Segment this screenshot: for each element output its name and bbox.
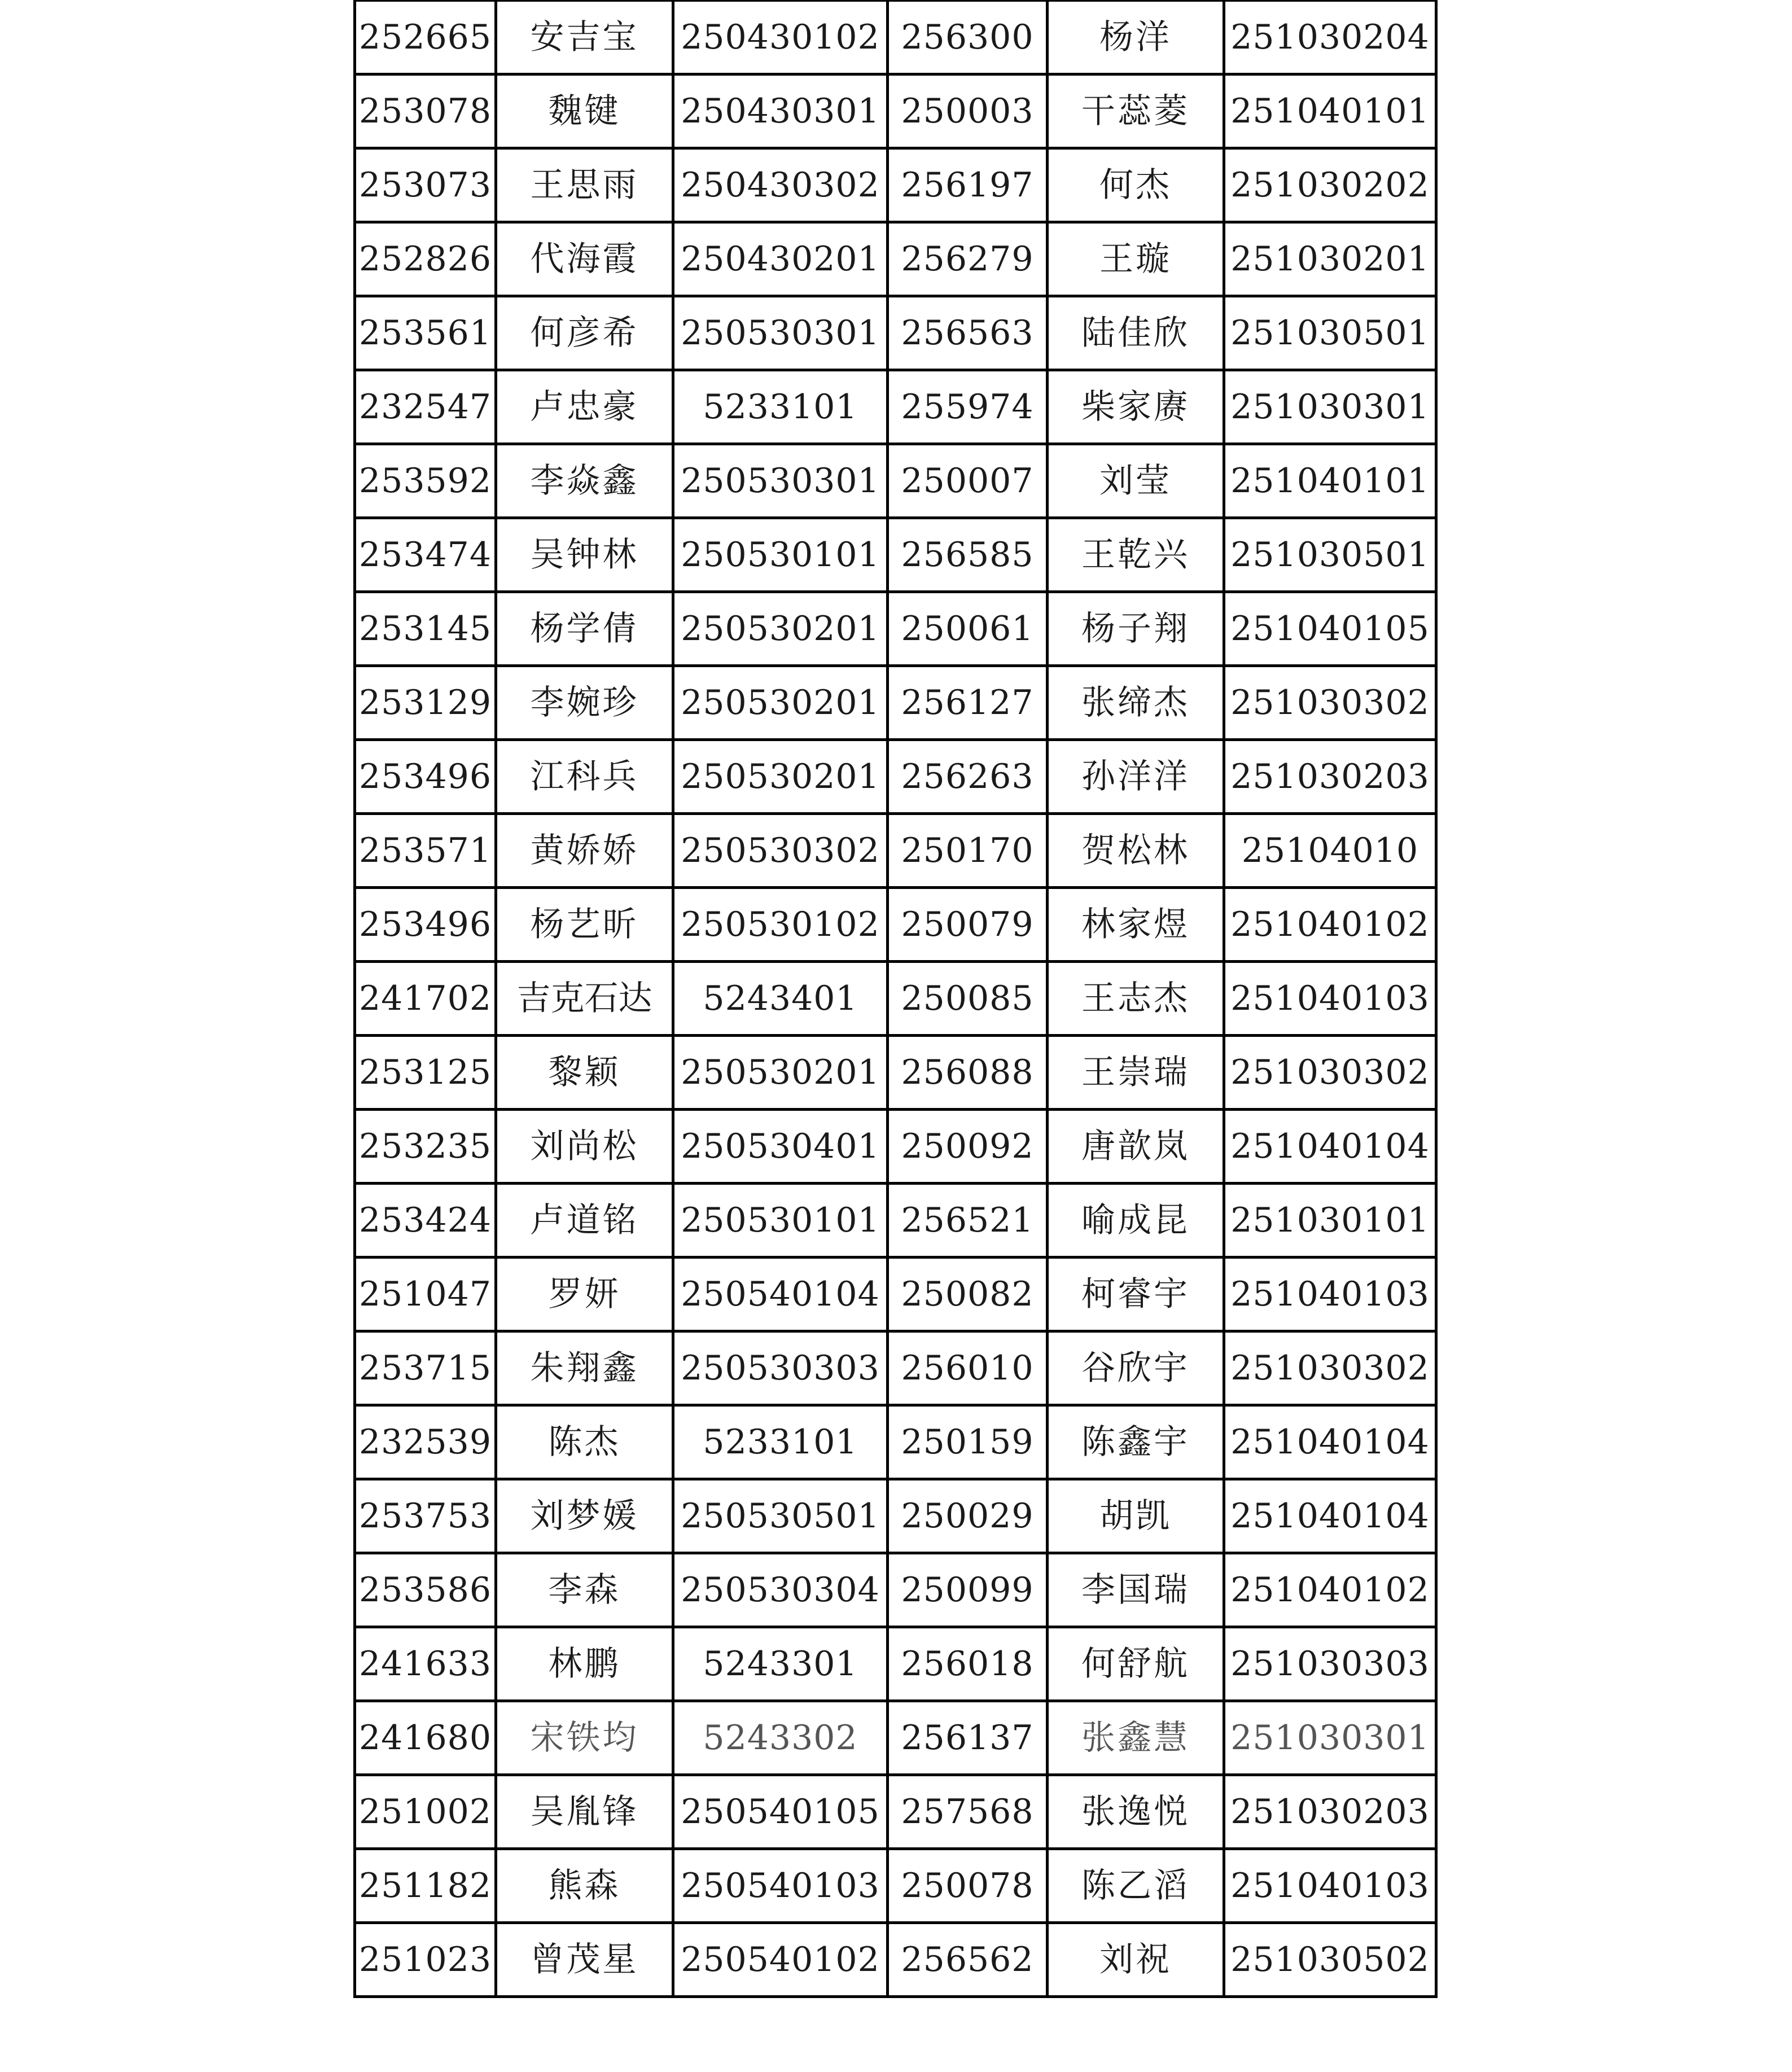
table-row	[355, 518, 1436, 592]
left-class-code: 250530301	[673, 444, 888, 518]
right-student-name: 陈鑫宇	[1048, 1405, 1224, 1479]
right-class-code: 251040103	[1224, 1849, 1436, 1923]
left-student-id: 253715	[355, 1331, 496, 1405]
right-class-code: 251030203	[1224, 740, 1436, 814]
left-class-code: 250530401	[673, 1110, 888, 1184]
right-student-id: 256300	[888, 1, 1048, 75]
table-row	[355, 814, 1436, 888]
left-student-name: 黄娇娇	[496, 814, 673, 888]
left-student-name: 曾茂星	[496, 1923, 673, 1997]
right-student-name: 林家煜	[1048, 888, 1224, 962]
left-student-name: 黎颖	[496, 1036, 673, 1110]
right-student-name: 何舒航	[1048, 1627, 1224, 1701]
right-student-name: 刘莹	[1048, 444, 1224, 518]
right-student-name: 贺松林	[1048, 814, 1224, 888]
right-class-code: 251040102	[1224, 1553, 1436, 1627]
left-student-id: 253586	[355, 1553, 496, 1627]
right-student-id: 250079	[888, 888, 1048, 962]
left-class-code: 250530201	[673, 666, 888, 740]
table-row	[355, 1775, 1436, 1849]
left-student-id: 251182	[355, 1849, 496, 1923]
right-student-id: 250007	[888, 444, 1048, 518]
right-student-id: 250159	[888, 1405, 1048, 1479]
right-class-code: 251040103	[1224, 962, 1436, 1036]
left-class-code: 5243401	[673, 962, 888, 1036]
right-student-id: 256263	[888, 740, 1048, 814]
right-class-code: 251040105	[1224, 592, 1436, 666]
left-student-name: 陈杰	[496, 1405, 673, 1479]
table-row	[355, 740, 1436, 814]
left-student-id: 253145	[355, 592, 496, 666]
right-class-code: 251030201	[1224, 222, 1436, 296]
left-student-name: 江科兵	[496, 740, 673, 814]
left-student-id: 253424	[355, 1184, 496, 1258]
left-student-id: 241680	[355, 1701, 496, 1775]
table-row	[355, 962, 1436, 1036]
table-row	[355, 592, 1436, 666]
left-class-code: 5233101	[673, 1405, 888, 1479]
left-student-id: 253125	[355, 1036, 496, 1110]
left-class-code: 250530304	[673, 1553, 888, 1627]
left-student-id: 253235	[355, 1110, 496, 1184]
right-student-id: 250099	[888, 1553, 1048, 1627]
right-student-id: 250092	[888, 1110, 1048, 1184]
left-class-code: 250430102	[673, 1, 888, 75]
right-student-name: 王崇瑞	[1048, 1036, 1224, 1110]
left-student-id: 251002	[355, 1775, 496, 1849]
table-row	[355, 1479, 1436, 1553]
left-class-code: 250540104	[673, 1258, 888, 1331]
table-row	[355, 75, 1436, 148]
right-class-code: 251030501	[1224, 296, 1436, 370]
left-class-code: 250530101	[673, 1184, 888, 1258]
left-student-name: 何彦希	[496, 296, 673, 370]
right-student-name: 陆佳欣	[1048, 296, 1224, 370]
right-student-name: 干蕊菱	[1048, 75, 1224, 148]
right-class-code: 251030502	[1224, 1923, 1436, 1997]
left-class-code: 250430301	[673, 75, 888, 148]
left-student-id: 253753	[355, 1479, 496, 1553]
right-student-name: 王乾兴	[1048, 518, 1224, 592]
left-class-code: 5243301	[673, 1627, 888, 1701]
left-student-id: 253496	[355, 888, 496, 962]
left-student-name: 李婉珍	[496, 666, 673, 740]
right-class-code: 251030202	[1224, 148, 1436, 222]
right-student-id: 256521	[888, 1184, 1048, 1258]
table-row	[355, 666, 1436, 740]
left-class-code: 250540103	[673, 1849, 888, 1923]
right-student-name: 杨洋	[1048, 1, 1224, 75]
left-student-id: 253073	[355, 148, 496, 222]
right-student-name: 何杰	[1048, 148, 1224, 222]
table-row	[355, 222, 1436, 296]
right-class-code: 251030303	[1224, 1627, 1436, 1701]
right-student-name: 喻成昆	[1048, 1184, 1224, 1258]
right-student-id: 250085	[888, 962, 1048, 1036]
table-row	[355, 1553, 1436, 1627]
right-class-code: 251030301	[1224, 1701, 1436, 1775]
table-row	[355, 1405, 1436, 1479]
right-student-name: 孙洋洋	[1048, 740, 1224, 814]
table-row	[355, 1036, 1436, 1110]
left-student-id: 252826	[355, 222, 496, 296]
right-student-name: 柯睿宇	[1048, 1258, 1224, 1331]
left-student-name: 吴钟林	[496, 518, 673, 592]
right-student-id: 250029	[888, 1479, 1048, 1553]
table-row	[355, 1701, 1436, 1775]
left-class-code: 250540102	[673, 1923, 888, 1997]
left-student-name: 安吉宝	[496, 1, 673, 75]
left-class-code: 250530101	[673, 518, 888, 592]
right-class-code: 251030501	[1224, 518, 1436, 592]
left-student-id: 241633	[355, 1627, 496, 1701]
right-student-name: 王志杰	[1048, 962, 1224, 1036]
right-student-id: 256197	[888, 148, 1048, 222]
left-class-code: 5233101	[673, 370, 888, 444]
left-class-code: 250430302	[673, 148, 888, 222]
left-class-code: 250540105	[673, 1775, 888, 1849]
right-student-id: 250003	[888, 75, 1048, 148]
right-student-id: 256018	[888, 1627, 1048, 1701]
right-class-code: 251040104	[1224, 1405, 1436, 1479]
right-student-id: 250170	[888, 814, 1048, 888]
left-class-code: 250530201	[673, 1036, 888, 1110]
right-student-id: 256562	[888, 1923, 1048, 1997]
left-class-code: 250530201	[673, 740, 888, 814]
roster-body	[355, 1, 1436, 1997]
right-class-code: 251030204	[1224, 1, 1436, 75]
right-student-id: 250078	[888, 1849, 1048, 1923]
left-student-id: 253496	[355, 740, 496, 814]
right-student-name: 李国瑞	[1048, 1553, 1224, 1627]
right-student-name: 唐歆岚	[1048, 1110, 1224, 1184]
left-class-code: 250530102	[673, 888, 888, 962]
table-row	[355, 296, 1436, 370]
table-row	[355, 888, 1436, 962]
table-row	[355, 1258, 1436, 1331]
left-student-id: 241702	[355, 962, 496, 1036]
table-row	[355, 444, 1436, 518]
table-row	[355, 148, 1436, 222]
table-row	[355, 1923, 1436, 1997]
left-student-name: 卢道铭	[496, 1184, 673, 1258]
table-row	[355, 1331, 1436, 1405]
right-class-code: 251040103	[1224, 1258, 1436, 1331]
left-class-code: 250530301	[673, 296, 888, 370]
right-class-code: 251030302	[1224, 1331, 1436, 1405]
right-student-id: 255974	[888, 370, 1048, 444]
right-student-id: 256137	[888, 1701, 1048, 1775]
right-class-code: 251030302	[1224, 1036, 1436, 1110]
right-student-id: 256279	[888, 222, 1048, 296]
left-class-code: 250530501	[673, 1479, 888, 1553]
right-class-code: 251030203	[1224, 1775, 1436, 1849]
right-class-code: 251030302	[1224, 666, 1436, 740]
left-student-name: 刘尚松	[496, 1110, 673, 1184]
right-student-id: 250082	[888, 1258, 1048, 1331]
left-student-id: 253474	[355, 518, 496, 592]
left-student-name: 罗妍	[496, 1258, 673, 1331]
left-student-id: 252665	[355, 1, 496, 75]
right-class-code: 251040104	[1224, 1479, 1436, 1553]
left-student-name: 杨学倩	[496, 592, 673, 666]
left-student-id: 253129	[355, 666, 496, 740]
right-student-name: 刘祝	[1048, 1923, 1224, 1997]
left-class-code: 250530302	[673, 814, 888, 888]
left-student-name: 代海霞	[496, 222, 673, 296]
left-student-id: 253571	[355, 814, 496, 888]
left-class-code: 250530303	[673, 1331, 888, 1405]
left-student-id: 253078	[355, 75, 496, 148]
left-student-name: 李森	[496, 1553, 673, 1627]
left-student-id: 253561	[355, 296, 496, 370]
table-row	[355, 1110, 1436, 1184]
table-row	[355, 1, 1436, 75]
left-student-id: 251023	[355, 1923, 496, 1997]
right-student-id: 256563	[888, 296, 1048, 370]
table-row	[355, 1184, 1436, 1258]
right-student-name: 张缔杰	[1048, 666, 1224, 740]
right-class-code: 251040101	[1224, 75, 1436, 148]
left-student-name: 王思雨	[496, 148, 673, 222]
right-student-name: 张鑫慧	[1048, 1701, 1224, 1775]
right-student-name: 柴家赓	[1048, 370, 1224, 444]
table-row	[355, 370, 1436, 444]
left-student-name: 杨艺昕	[496, 888, 673, 962]
right-student-id: 257568	[888, 1775, 1048, 1849]
left-class-code: 5243302	[673, 1701, 888, 1775]
right-class-code: 25104010	[1224, 814, 1436, 888]
right-class-code: 251040101	[1224, 444, 1436, 518]
right-class-code: 251040104	[1224, 1110, 1436, 1184]
left-student-name: 林鹏	[496, 1627, 673, 1701]
right-student-name: 胡凯	[1048, 1479, 1224, 1553]
left-student-name: 卢忠豪	[496, 370, 673, 444]
right-student-name: 张逸悦	[1048, 1775, 1224, 1849]
left-student-id: 232547	[355, 370, 496, 444]
left-student-name: 吴胤锋	[496, 1775, 673, 1849]
right-class-code: 251030101	[1224, 1184, 1436, 1258]
right-class-code: 251030301	[1224, 370, 1436, 444]
left-student-id: 251047	[355, 1258, 496, 1331]
right-student-name: 陈乙滔	[1048, 1849, 1224, 1923]
right-student-id: 250061	[888, 592, 1048, 666]
left-student-name: 魏键	[496, 75, 673, 148]
table-row	[355, 1849, 1436, 1923]
right-student-id: 256585	[888, 518, 1048, 592]
left-student-id: 232539	[355, 1405, 496, 1479]
left-student-name: 熊森	[496, 1849, 673, 1923]
right-student-name: 杨子翔	[1048, 592, 1224, 666]
left-class-code: 250530201	[673, 592, 888, 666]
student-roster-table	[353, 0, 1438, 1998]
right-student-name: 王璇	[1048, 222, 1224, 296]
left-student-id: 253592	[355, 444, 496, 518]
right-class-code: 251040102	[1224, 888, 1436, 962]
right-student-id: 256010	[888, 1331, 1048, 1405]
left-class-code: 250430201	[673, 222, 888, 296]
right-student-id: 256088	[888, 1036, 1048, 1110]
left-student-name: 吉克石达	[496, 962, 673, 1036]
table-row	[355, 1627, 1436, 1701]
left-student-name: 刘梦媛	[496, 1479, 673, 1553]
left-student-name: 朱翔鑫	[496, 1331, 673, 1405]
left-student-name: 宋铁均	[496, 1701, 673, 1775]
right-student-name: 谷欣宇	[1048, 1331, 1224, 1405]
left-student-name: 李焱鑫	[496, 444, 673, 518]
right-student-id: 256127	[888, 666, 1048, 740]
